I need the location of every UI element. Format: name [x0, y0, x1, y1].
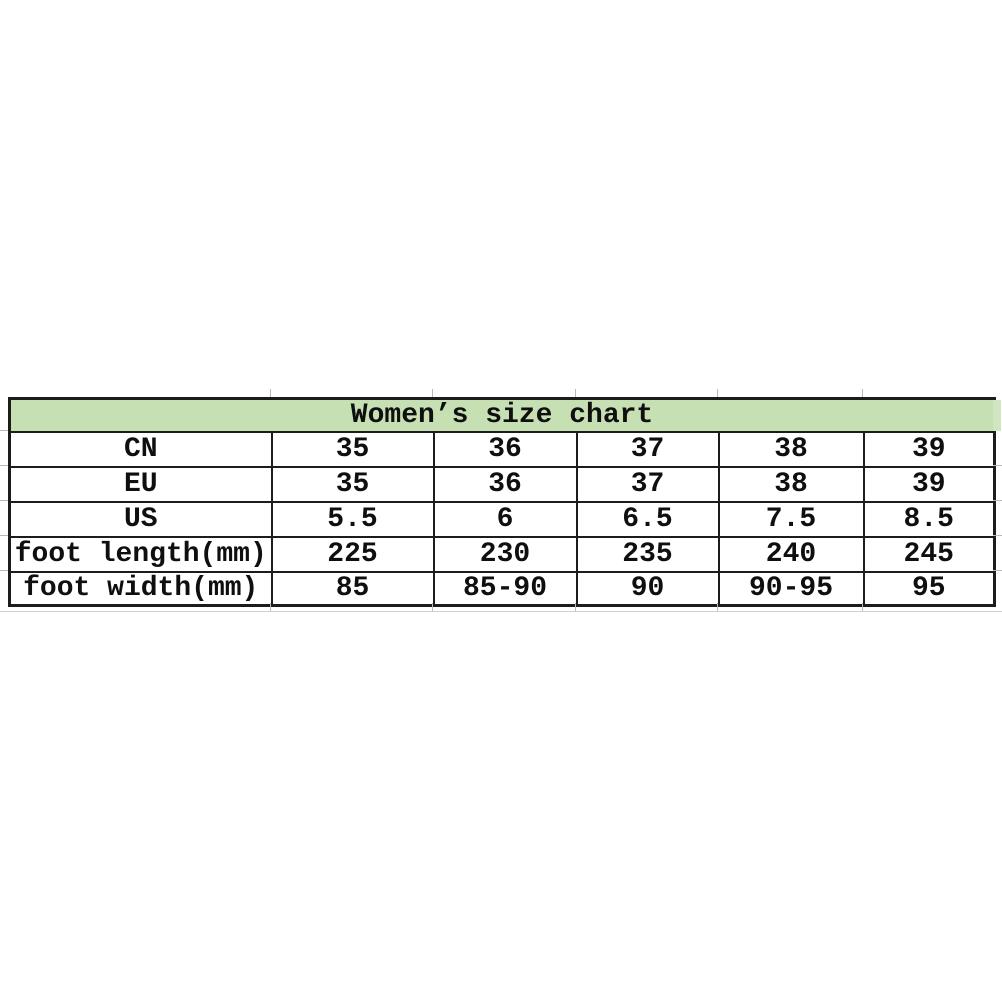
spreadsheet-gridline: [993, 465, 1002, 466]
table-title-row: [10, 399, 995, 433]
table-cell: 36: [434, 467, 577, 502]
table-cell: 85-90: [434, 572, 577, 606]
table-cell: 245: [864, 537, 995, 572]
table-title: Women’s size chart: [10, 399, 995, 433]
table-cell: 39: [864, 432, 995, 467]
row-label-foot-width: foot width(mm): [10, 572, 272, 606]
table-cell: 38: [719, 432, 864, 467]
spreadsheet-gridline: [575, 389, 576, 397]
spreadsheet-gridline: [432, 603, 433, 611]
table-cell: 35: [272, 432, 434, 467]
table-cell: 6.5: [577, 502, 719, 537]
table-cell: 35: [272, 467, 434, 502]
spreadsheet-gridline: [993, 500, 1002, 501]
table-cell: 37: [577, 432, 719, 467]
spreadsheet-gridline: [0, 465, 8, 466]
table-cell: 225: [272, 537, 434, 572]
header-green-spill: [993, 400, 1001, 431]
spreadsheet-gridline: [575, 603, 576, 611]
table-cell: 235: [577, 537, 719, 572]
table-cell: 36: [434, 432, 577, 467]
spreadsheet-gridline: [0, 611, 1002, 612]
table-cell: 95: [864, 572, 995, 606]
spreadsheet-gridline: [270, 389, 271, 397]
table-cell: 90-95: [719, 572, 864, 606]
spreadsheet-gridline: [270, 603, 271, 611]
table-cell: 230: [434, 537, 577, 572]
table-row-foot-length: [10, 537, 995, 572]
table-row-eu: [10, 467, 995, 502]
table-row-us: [10, 502, 995, 537]
table-cell: 38: [719, 467, 864, 502]
spreadsheet-gridline: [0, 430, 8, 431]
table-cell: 6: [434, 502, 577, 537]
row-label-eu: EU: [10, 467, 272, 502]
table-cell: 37: [577, 467, 719, 502]
table-cell: 240: [719, 537, 864, 572]
table-row-foot-width: [10, 572, 995, 606]
spreadsheet-gridline: [432, 389, 433, 397]
table-cell: 39: [864, 467, 995, 502]
row-label-foot-length: foot length(mm): [10, 537, 272, 572]
table-cell: 85: [272, 572, 434, 606]
spreadsheet-gridline: [993, 570, 1002, 571]
size-chart-table: [8, 397, 996, 607]
row-label-us: US: [10, 502, 272, 537]
table-row-cn: [10, 432, 995, 467]
spreadsheet-gridline: [717, 389, 718, 397]
table-cell: 90: [577, 572, 719, 606]
row-label-cn: CN: [10, 432, 272, 467]
table-cell: 8.5: [864, 502, 995, 537]
spreadsheet-gridline: [862, 603, 863, 611]
spreadsheet-gridline: [993, 535, 1002, 536]
spreadsheet-gridline: [862, 389, 863, 397]
spreadsheet-gridline: [717, 603, 718, 611]
table-cell: 7.5: [719, 502, 864, 537]
spreadsheet-gridline: [0, 500, 8, 501]
spreadsheet-gridline: [0, 570, 8, 571]
spreadsheet-gridline: [0, 535, 8, 536]
table-cell: 5.5: [272, 502, 434, 537]
